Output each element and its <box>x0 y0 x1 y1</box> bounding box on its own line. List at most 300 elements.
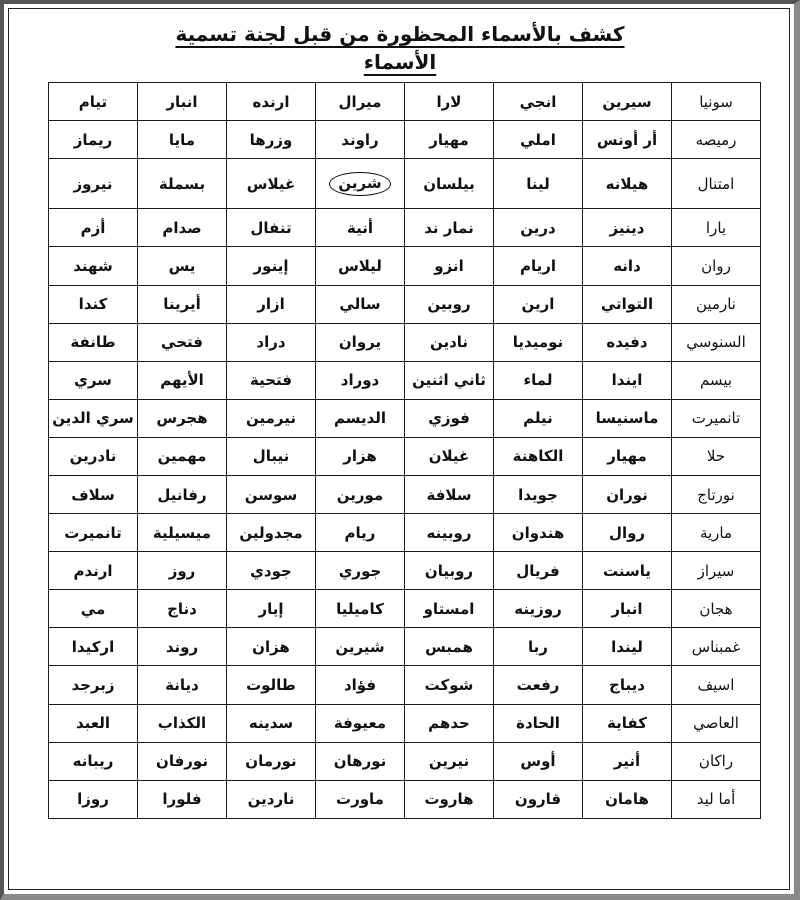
name-cell <box>583 323 672 361</box>
name-text: انزو <box>434 256 464 275</box>
name-text: فتحي <box>161 333 203 352</box>
name-cell <box>405 159 494 209</box>
name-cell <box>138 159 227 209</box>
name-text: غمبناس <box>691 637 741 656</box>
name-cell <box>227 285 316 323</box>
name-text: يروان <box>338 333 382 352</box>
name-cell <box>316 83 405 121</box>
name-cell <box>227 514 316 552</box>
name-text: ريماز <box>73 130 113 149</box>
name-text: وزرها <box>249 130 293 149</box>
name-cell <box>49 361 138 399</box>
name-cell <box>227 399 316 437</box>
table-row <box>49 628 761 666</box>
name-cell <box>583 209 672 247</box>
name-cell <box>138 83 227 121</box>
name-text: دفيده <box>606 333 648 352</box>
table-row <box>49 323 761 361</box>
name-text: مارية <box>699 523 733 542</box>
name-text: نيرين <box>428 752 470 771</box>
name-text: شيرين <box>335 637 385 656</box>
name-cell <box>316 666 405 704</box>
name-cell <box>672 666 761 704</box>
name-text: فؤاد <box>343 675 377 694</box>
name-cell <box>49 475 138 513</box>
name-text: هامان <box>605 790 649 809</box>
name-text: معيوفة <box>333 714 387 733</box>
name-text: ارنده <box>252 92 290 111</box>
name-text: الديسم <box>333 409 387 428</box>
name-cell <box>405 742 494 780</box>
name-text: سلاف <box>71 485 115 504</box>
name-text: هاروت <box>424 790 474 809</box>
name-cell <box>672 628 761 666</box>
name-cell <box>227 742 316 780</box>
name-text: جويدا <box>518 485 558 504</box>
name-text: دراد <box>256 333 286 352</box>
name-text: سلافة <box>426 485 472 504</box>
name-text: دناج <box>167 599 197 618</box>
name-cell <box>583 780 672 818</box>
name-cell <box>583 399 672 437</box>
name-cell <box>672 590 761 628</box>
name-text: العاصي <box>693 714 739 733</box>
name-cell <box>583 121 672 159</box>
name-text: أنير <box>613 752 641 771</box>
name-cell <box>138 361 227 399</box>
name-cell <box>316 628 405 666</box>
name-cell <box>672 323 761 361</box>
name-cell <box>227 475 316 513</box>
name-cell <box>494 361 583 399</box>
name-cell <box>227 666 316 704</box>
name-cell <box>138 628 227 666</box>
name-text: سري <box>74 371 112 390</box>
name-cell <box>316 552 405 590</box>
table-row <box>49 475 761 513</box>
name-cell <box>227 628 316 666</box>
name-text: ليلاس <box>338 256 382 275</box>
table-row <box>49 552 761 590</box>
name-cell <box>405 475 494 513</box>
name-text: بيسم <box>699 371 733 390</box>
name-text: مهمين <box>157 447 207 466</box>
name-text: ايندا <box>611 371 643 390</box>
name-text: انجي <box>519 92 557 111</box>
name-text: نادين <box>429 333 469 352</box>
name-text: نورفان <box>156 752 208 771</box>
name-cell <box>227 437 316 475</box>
name-text: روبينه <box>426 523 472 542</box>
name-text: هزار <box>343 447 377 466</box>
name-cell <box>227 361 316 399</box>
name-cell <box>583 285 672 323</box>
name-cell <box>494 83 583 121</box>
name-text: العبد <box>75 714 111 733</box>
name-text: ارين <box>521 295 555 314</box>
name-cell <box>405 361 494 399</box>
name-text: نورمان <box>245 752 297 771</box>
name-cell <box>583 514 672 552</box>
name-text: تنفال <box>250 218 292 237</box>
name-cell <box>583 247 672 285</box>
name-cell <box>138 323 227 361</box>
name-cell <box>672 121 761 159</box>
name-text: زبرجد <box>71 675 115 694</box>
name-cell <box>138 121 227 159</box>
name-text: الكاهنة <box>512 447 564 466</box>
name-text: اسيف <box>697 675 735 694</box>
name-cell <box>138 666 227 704</box>
name-cell <box>49 285 138 323</box>
name-text: تانميرت <box>64 523 122 542</box>
name-cell <box>583 361 672 399</box>
name-cell <box>49 437 138 475</box>
name-cell <box>49 628 138 666</box>
name-text: نورهان <box>333 752 387 771</box>
name-cell <box>583 704 672 742</box>
name-cell <box>494 666 583 704</box>
name-text: راوند <box>341 130 379 149</box>
name-cell <box>672 247 761 285</box>
name-cell <box>227 159 316 209</box>
name-text: شوكت <box>424 675 474 694</box>
name-cell <box>49 399 138 437</box>
name-text: يارا <box>705 218 727 237</box>
name-text: اريام <box>519 256 557 275</box>
name-text: حدهم <box>428 714 470 733</box>
name-cell <box>405 704 494 742</box>
name-cell <box>583 83 672 121</box>
name-cell <box>316 361 405 399</box>
table-row <box>49 514 761 552</box>
name-text: انبار <box>611 599 643 618</box>
name-cell <box>316 399 405 437</box>
name-text: هندوان <box>511 523 565 542</box>
name-text: السنوسي <box>686 333 746 352</box>
name-cell <box>583 552 672 590</box>
name-text: ناردين <box>247 790 295 809</box>
name-text: سونيا <box>699 92 733 111</box>
name-text: مايا <box>168 130 196 149</box>
name-text: روال <box>608 523 646 542</box>
name-cell <box>405 247 494 285</box>
table-row <box>49 399 761 437</box>
name-cell <box>138 247 227 285</box>
name-cell <box>138 780 227 818</box>
name-cell <box>583 628 672 666</box>
name-cell <box>49 209 138 247</box>
name-text: حلا <box>706 447 726 466</box>
name-text: مورين <box>336 485 384 504</box>
name-cell <box>405 83 494 121</box>
table-row <box>49 361 761 399</box>
name-text: فوزي <box>428 409 470 428</box>
name-text: ارندم <box>73 561 113 580</box>
name-text: ياسنت <box>602 561 652 580</box>
circled-name: شرين <box>329 172 390 196</box>
name-cell <box>49 666 138 704</box>
name-cell <box>405 780 494 818</box>
name-cell <box>583 742 672 780</box>
name-text: إينور <box>253 256 289 275</box>
name-cell <box>672 704 761 742</box>
name-text: درين <box>520 218 556 237</box>
names-table-body <box>49 83 761 819</box>
name-cell <box>316 437 405 475</box>
name-cell <box>227 590 316 628</box>
name-cell <box>227 323 316 361</box>
name-cell <box>405 437 494 475</box>
name-text: ميرال <box>338 92 382 111</box>
name-cell <box>672 159 761 209</box>
name-cell <box>494 159 583 209</box>
name-cell <box>316 209 405 247</box>
name-text: التواتي <box>600 295 654 314</box>
name-cell <box>138 437 227 475</box>
name-text: غيلان <box>428 447 470 466</box>
table-row <box>49 83 761 121</box>
name-text: انبار <box>166 92 198 111</box>
name-cell <box>227 121 316 159</box>
name-cell <box>138 704 227 742</box>
name-text: طالوت <box>246 675 296 694</box>
name-cell <box>138 552 227 590</box>
name-text: دانه <box>613 256 641 275</box>
name-cell <box>138 399 227 437</box>
name-text: نيلم <box>523 409 553 428</box>
name-cell <box>227 83 316 121</box>
name-text: صدام <box>162 218 202 237</box>
name-text: روبين <box>427 295 471 314</box>
name-cell <box>138 742 227 780</box>
name-cell <box>672 285 761 323</box>
name-cell <box>494 121 583 159</box>
name-text: ماورت <box>336 790 384 809</box>
name-cell <box>138 209 227 247</box>
name-text: روز <box>168 561 196 580</box>
name-cell <box>583 437 672 475</box>
name-cell <box>494 780 583 818</box>
name-text: ثاني اثنين <box>412 371 486 390</box>
name-text: الكذاب <box>157 714 207 733</box>
name-text: هجرس <box>156 409 208 428</box>
name-text: هزان <box>252 637 290 656</box>
name-cell <box>49 159 138 209</box>
name-cell <box>494 247 583 285</box>
name-cell <box>316 121 405 159</box>
name-cell <box>494 514 583 552</box>
name-cell <box>316 780 405 818</box>
name-cell <box>494 590 583 628</box>
name-text: دينيز <box>609 218 645 237</box>
name-text: مهيار <box>607 447 647 466</box>
name-text: هجان <box>699 599 733 618</box>
name-text: ازار <box>257 295 285 314</box>
name-cell <box>49 247 138 285</box>
name-cell <box>227 780 316 818</box>
name-text: مهيار <box>429 130 469 149</box>
name-cell <box>138 590 227 628</box>
name-cell <box>316 247 405 285</box>
name-text: يس <box>168 256 196 275</box>
name-text: كندا <box>78 295 108 314</box>
name-cell <box>494 552 583 590</box>
name-cell <box>316 704 405 742</box>
name-cell <box>583 590 672 628</box>
name-cell <box>405 285 494 323</box>
name-text: اركيدا <box>71 637 115 656</box>
name-cell <box>494 742 583 780</box>
name-text: مي <box>80 599 106 618</box>
name-text: لينا <box>526 174 550 193</box>
name-cell <box>49 780 138 818</box>
name-text: ربا <box>528 637 548 656</box>
name-cell <box>316 514 405 552</box>
table-row <box>49 121 761 159</box>
name-cell <box>49 742 138 780</box>
table-row <box>49 590 761 628</box>
name-cell <box>227 247 316 285</box>
name-cell <box>672 552 761 590</box>
name-cell <box>583 666 672 704</box>
name-text: أوس <box>520 752 556 771</box>
name-text: فلورا <box>162 790 202 809</box>
name-text: تانميرت <box>691 409 741 428</box>
name-cell <box>672 514 761 552</box>
name-text: أر أونس <box>596 130 658 149</box>
name-text: سوسن <box>244 485 298 504</box>
name-text: شهند <box>73 256 113 275</box>
name-cell <box>49 121 138 159</box>
name-cell <box>494 209 583 247</box>
document-title: كشف بالأسماء المحظورة من قبل لجنة تسمية الأسماء <box>175 22 625 74</box>
name-text: قارون <box>514 790 562 809</box>
name-cell <box>405 121 494 159</box>
name-cell <box>672 209 761 247</box>
name-cell <box>49 514 138 552</box>
name-text: روان <box>701 256 731 275</box>
name-cell <box>672 361 761 399</box>
name-cell <box>494 475 583 513</box>
name-text: هيلانه <box>605 174 649 193</box>
name-text: سالي <box>339 295 381 314</box>
name-text: دوراد <box>340 371 380 390</box>
name-text: أنية <box>347 218 373 237</box>
name-cell <box>672 437 761 475</box>
name-cell <box>494 704 583 742</box>
name-text: إيار <box>258 599 284 618</box>
name-text: لارا <box>436 92 462 111</box>
name-cell <box>583 475 672 513</box>
name-text: راكان <box>698 752 734 771</box>
name-text: ريبانه <box>72 752 114 771</box>
name-text: ديباج <box>609 675 645 694</box>
name-text: ماسنيسا <box>595 409 659 428</box>
name-text: نوران <box>606 485 648 504</box>
name-cell <box>672 780 761 818</box>
name-cell <box>672 742 761 780</box>
name-cell <box>49 83 138 121</box>
name-text: كفاية <box>607 714 647 733</box>
name-cell <box>405 323 494 361</box>
table-row <box>49 742 761 780</box>
name-cell <box>494 399 583 437</box>
name-text: رميصه <box>695 130 737 149</box>
name-text: سدينه <box>248 714 294 733</box>
name-cell <box>672 83 761 121</box>
name-text: الأيهم <box>160 371 204 390</box>
name-text: نارمين <box>696 295 736 314</box>
name-text: رفانيل <box>157 485 207 504</box>
name-cell <box>138 514 227 552</box>
name-text: نادرين <box>69 447 117 466</box>
name-text: لماء <box>523 371 553 390</box>
name-text: طانفة <box>70 333 116 352</box>
name-cell <box>316 159 405 209</box>
name-text: امتنال <box>697 174 735 193</box>
name-text: غيلاس <box>246 174 296 193</box>
name-cell <box>405 628 494 666</box>
name-text: روند <box>165 637 199 656</box>
name-cell <box>405 552 494 590</box>
name-text: أيرينا <box>163 295 201 314</box>
name-cell <box>494 628 583 666</box>
table-row <box>49 704 761 742</box>
name-text: نمار ند <box>424 218 474 237</box>
name-cell <box>49 704 138 742</box>
name-cell <box>405 590 494 628</box>
banned-names-table <box>48 82 761 819</box>
name-text: نورتاج <box>697 485 735 504</box>
name-text: روزينه <box>514 599 562 618</box>
table-row <box>49 437 761 475</box>
name-cell <box>316 742 405 780</box>
name-cell <box>316 590 405 628</box>
name-text: نيرمين <box>246 409 296 428</box>
name-cell <box>138 475 227 513</box>
name-text: جوري <box>338 561 382 580</box>
name-cell <box>316 323 405 361</box>
name-cell <box>227 704 316 742</box>
name-text: ديانة <box>165 675 199 694</box>
name-cell <box>316 285 405 323</box>
name-text: جودي <box>250 561 292 580</box>
name-text: تيام <box>78 92 108 111</box>
name-text: الحادة <box>516 714 560 733</box>
name-cell <box>138 285 227 323</box>
name-cell <box>405 666 494 704</box>
name-cell <box>49 323 138 361</box>
name-text: املي <box>520 130 556 149</box>
name-cell <box>49 552 138 590</box>
name-text: همبس <box>425 637 473 656</box>
name-text: بسملة <box>158 174 206 193</box>
name-text: أما ليد <box>696 790 736 809</box>
name-cell <box>227 209 316 247</box>
name-cell <box>494 437 583 475</box>
name-text: فتحية <box>250 371 292 390</box>
name-cell <box>583 159 672 209</box>
name-text: ريام <box>344 523 376 542</box>
name-text: روبيان <box>424 561 474 580</box>
name-cell <box>672 475 761 513</box>
name-cell <box>49 590 138 628</box>
name-text: بيلسان <box>423 174 475 193</box>
name-cell <box>405 209 494 247</box>
name-cell <box>494 323 583 361</box>
name-text: نوميديا <box>512 333 564 352</box>
